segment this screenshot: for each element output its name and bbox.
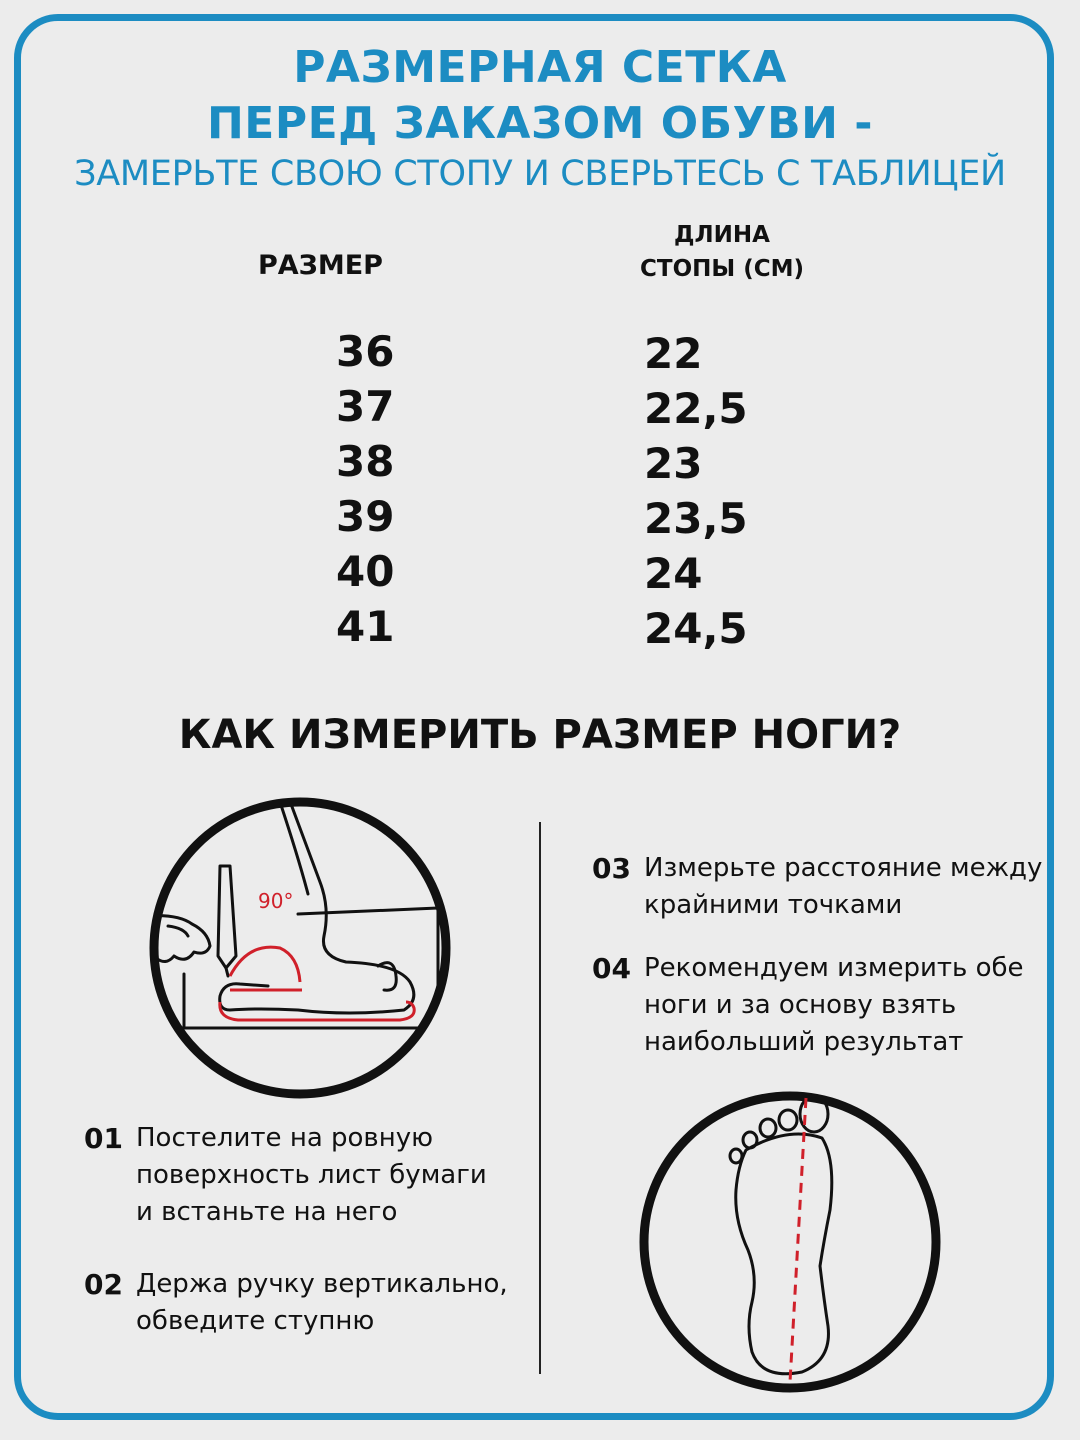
step-text-line: поверхность лист бумаги	[136, 1160, 487, 1190]
column-divider	[539, 822, 541, 1374]
length-cell: 22,5	[644, 384, 748, 433]
foot-tracing-illustration	[148, 796, 452, 1100]
step-text-line: обведите ступню	[136, 1306, 375, 1336]
page-title-line2: ПЕРЕД ЗАКАЗОМ ОБУВИ -	[206, 98, 874, 149]
column-header-length-line2: СТОПЫ (СМ)	[640, 256, 804, 282]
step-04	[592, 950, 1052, 1070]
step-text-line: Постелите на ровную	[136, 1123, 434, 1153]
step-03	[592, 850, 1052, 930]
page-subtitle: ЗАМЕРЬТЕ СВОЮ СТОПУ И СВЕРЬТЕСЬ С ТАБЛИЦЕЙ	[74, 154, 1006, 194]
step-number: 01	[84, 1122, 123, 1155]
how-to-heading: КАК ИЗМЕРИТЬ РАЗМЕР НОГИ?	[178, 712, 902, 758]
page-title-line1: РАЗМЕРНАЯ СЕТКА	[293, 42, 787, 93]
length-cell: 22	[644, 329, 703, 378]
step-text	[644, 950, 1024, 1061]
length-cell: 24	[644, 549, 703, 598]
size-cell: 38	[336, 437, 395, 486]
step-text-line: наибольший результат	[644, 1027, 964, 1057]
step-text	[644, 850, 1042, 924]
length-cell: 23,5	[644, 494, 748, 543]
angle-label: 90°	[258, 889, 294, 913]
step-number: 04	[592, 952, 631, 985]
step-number: 02	[84, 1268, 123, 1301]
step-text-line: и встаньте на него	[136, 1197, 398, 1227]
size-cell: 36	[336, 327, 395, 376]
step-text-line: Держа ручку вертикально,	[136, 1269, 508, 1299]
size-cell: 39	[336, 492, 395, 541]
step-text-line: ноги и за основу взять	[644, 990, 957, 1020]
size-cell: 41	[336, 602, 395, 651]
size-cell: 40	[336, 547, 395, 596]
footprint-illustration	[638, 1090, 942, 1394]
column-header-size: РАЗМЕР	[258, 250, 383, 281]
step-01	[84, 1120, 524, 1240]
length-cell: 24,5	[644, 604, 748, 653]
column-header-length-line1: ДЛИНА	[674, 222, 770, 248]
length-cell: 23	[644, 439, 703, 488]
step-02	[84, 1266, 524, 1346]
step-text-line: Измерьте расстояние между	[644, 853, 1043, 883]
step-number: 03	[592, 852, 631, 885]
step-text-line: Рекомендуем измерить обе	[644, 953, 1024, 983]
step-text-line: крайними точками	[644, 890, 903, 920]
column-header-length	[622, 218, 822, 286]
step-text	[136, 1120, 487, 1231]
size-cell: 37	[336, 382, 395, 431]
step-text	[136, 1266, 508, 1340]
